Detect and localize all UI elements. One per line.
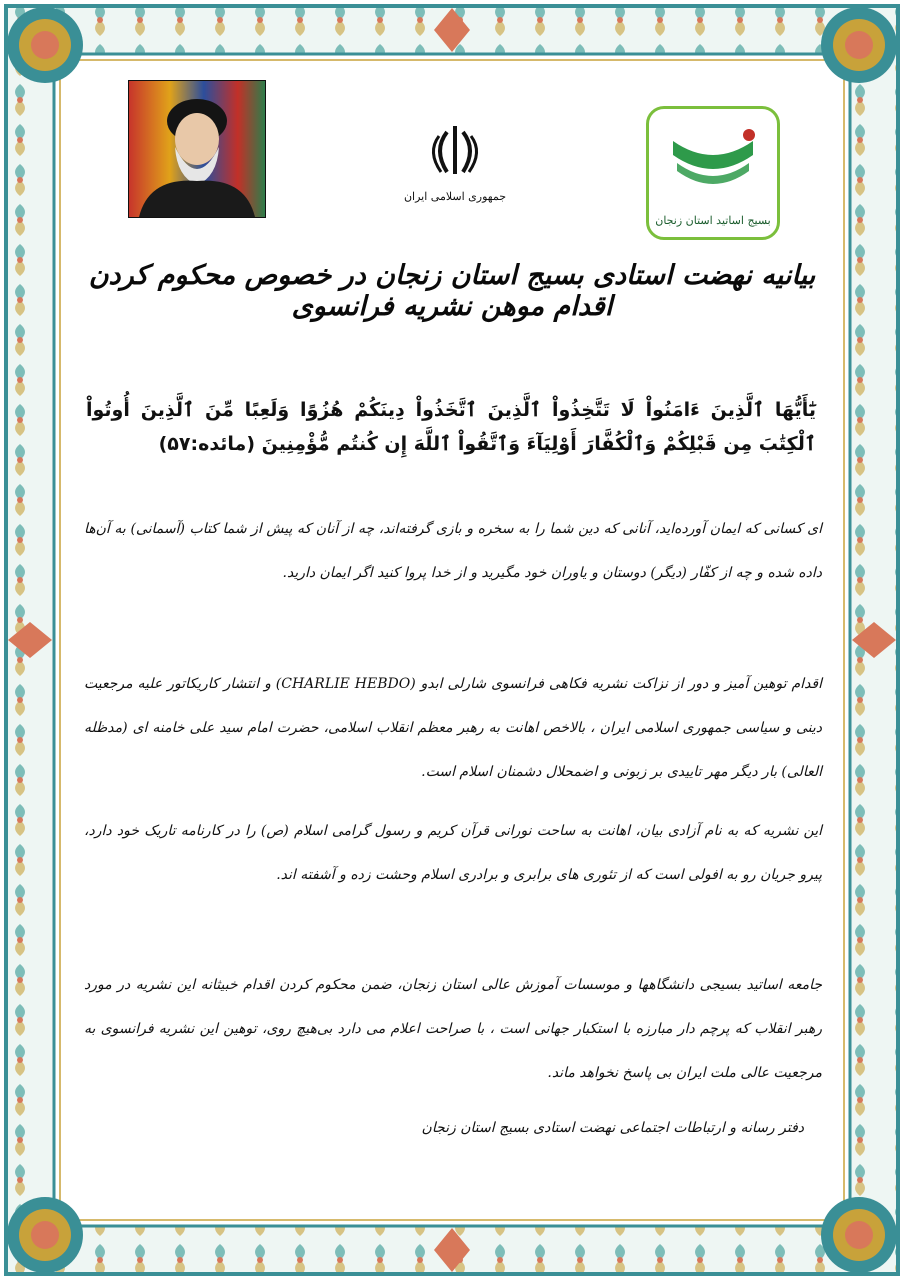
paragraph-condemnation: اقدام توهین آمیز و دور از نزاکت نشریه فکاهی فرانسوی شارلی ابدو (CHARLIE HEBDO) و انتشار کاریکاتور علیه مرجعیت دینی و سیاسی جمهوری اسلامی ایران ، بالاخص اهانت به رهبر معظم انقلاب اسلامی، حضرت امام سید علی خامنه ای (مدظله العالی) بار دیگر مهر تاییدی بر زبونی و اضمحلال دشمنان اسلام است. <box>84 676 822 780</box>
paragraph-translation: ای کسانی که ایمان آورده‌اید، آنانی که دین شما را به سخره و بازی گرفته‌اند، چه از آنان که پیش از شما کتاب (آسمانی) به آن‌ها داده شده و چه از کفّار (دیگر) دوستان و یاوران خود مگیرید و از خدا پروا کنید اگر ایمان دارید. <box>84 521 822 581</box>
basij-logo-icon <box>663 119 763 199</box>
header-logos <box>60 80 844 250</box>
emblem-caption: جمهوری اسلامی ایران <box>403 190 507 203</box>
leader-portrait <box>128 80 266 218</box>
basij-caption: بسیج اساتید استان زنجان <box>655 214 771 227</box>
basij-logo <box>646 106 780 240</box>
signature: دفتر رسانه و ارتباطات اجتماعی نهضت استادی بسیج استان زنجان <box>421 1120 804 1136</box>
iran-emblem-icon <box>425 120 485 180</box>
paragraph-statement: جامعه اساتید بسیجی دانشگاهها و موسسات آموزش عالی استان زنجان، ضمن محکوم کردن اقدام خبیثانه این نشریه در مورد رهبر انقلاب که پرچم دار مبارزه با استکبار جهانی است ، با صراحت اعلام می دارد بی‌هیچ روی، توهین این نشریه فرانسوی به مرجعیت عالی ملت ایران بی پاسخ نخواهد ماند. <box>84 977 822 1081</box>
document-content <box>60 60 844 1220</box>
quran-verse: یَٰٓأَيُّهَا ٱلَّذِينَ ءَامَنُواْ لَا تَتَّخِذُواْ ٱلَّذِينَ ٱتَّخَذُواْ دِينَكُمْ هُزُوًا وَلَعِبًا مِّنَ ٱلَّذِينَ أُوتُواْ ٱلْكِتَٰبَ مِن قَبْلِكُمْ وَٱلْكُفَّارَ أَوْلِيَآءَ وَٱتَّقُواْ ٱللَّهَ إِن كُنتُم مُّؤْمِنِينَ (مائده:۵۷) <box>86 399 816 455</box>
iran-emblem <box>400 120 510 230</box>
paragraph-publication: این نشریه که به نام آزادی بیان، اهانت به ساحت نورانی قرآن کریم و رسول گرامی اسلام (ص) را در کارنامه تاریک خود دارد، پیرو جریان رو به افولی است که از تئوری های برابری و برادری اسلام وحشت زده و آشفته اند. <box>84 823 822 883</box>
page-title: بیانیه نهضت استادی بسیج استان زنجان در خصوص محکوم کردن اقدام موهن نشریه فرانسوی <box>88 260 816 322</box>
